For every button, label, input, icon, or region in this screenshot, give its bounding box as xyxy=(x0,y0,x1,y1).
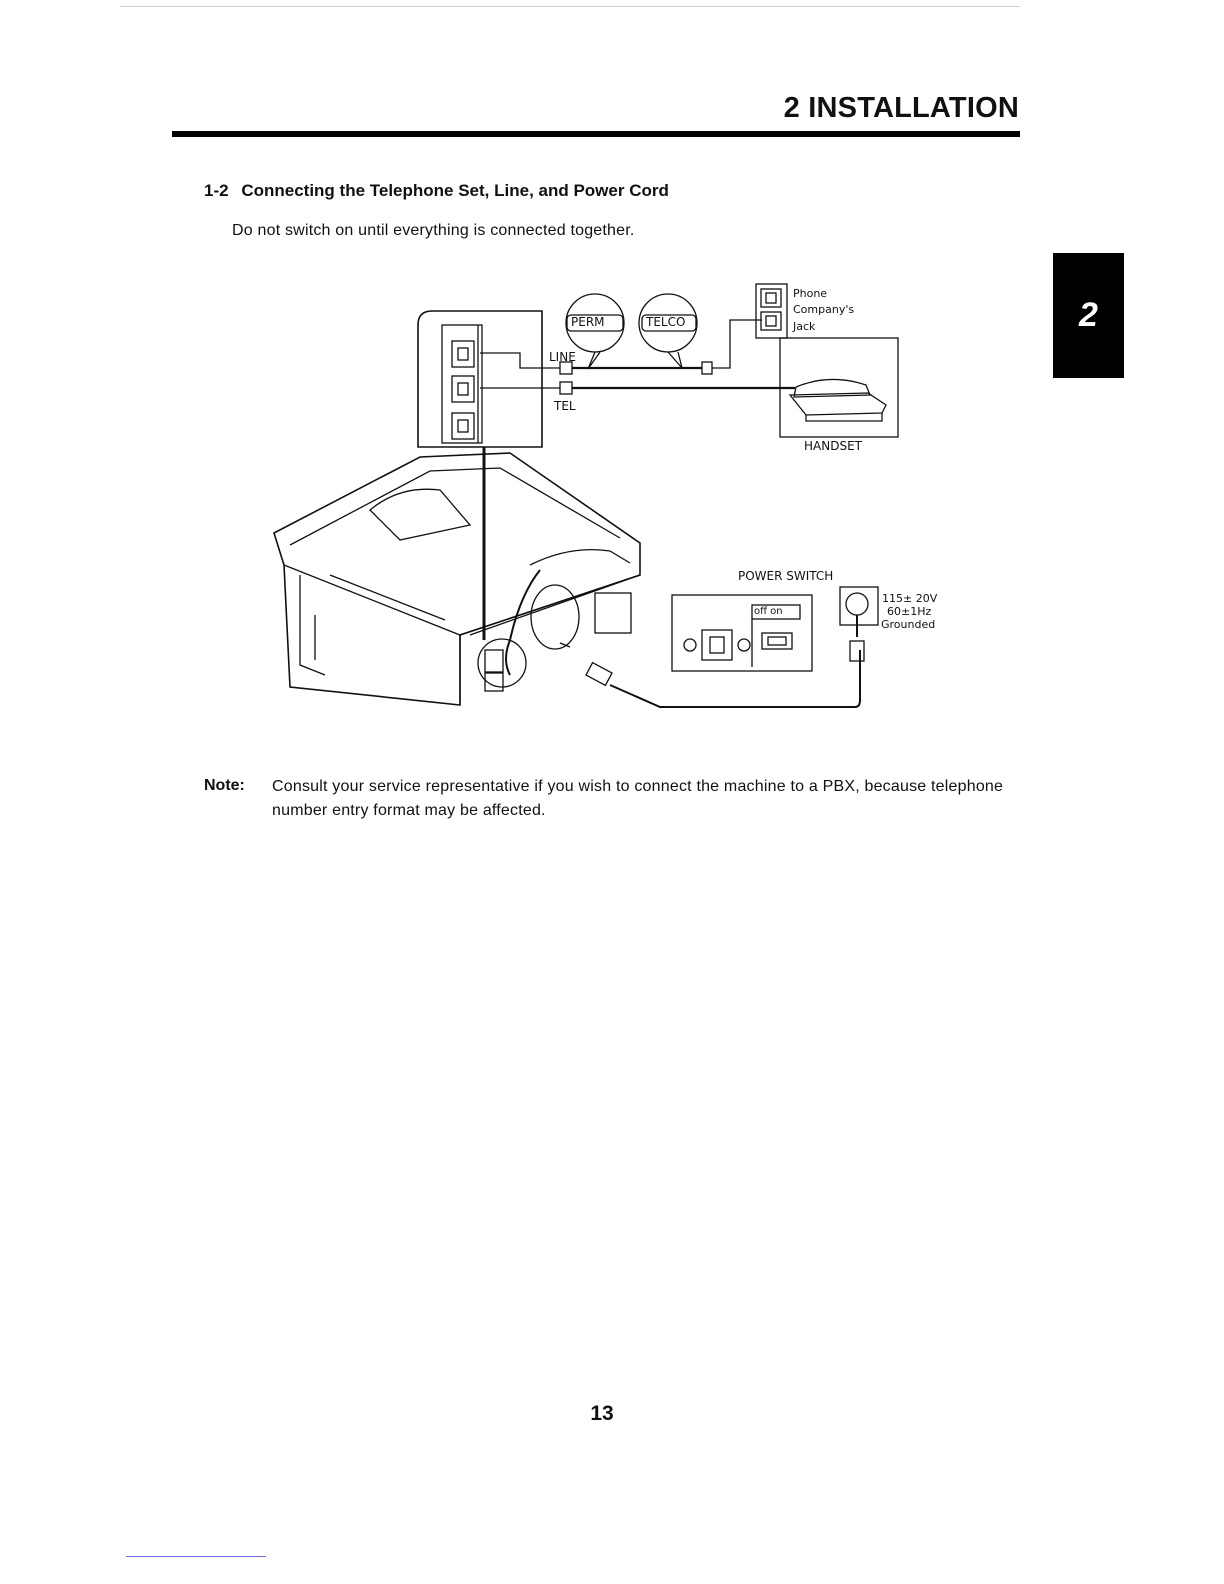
page-number: 13 xyxy=(590,1402,614,1425)
section-heading xyxy=(204,181,669,201)
wall-outlet xyxy=(840,587,878,661)
chapter-rule xyxy=(172,131,1020,137)
chapter-tab: 2 xyxy=(1053,253,1124,378)
label-tel: TEL xyxy=(554,399,576,413)
label-line: LINE xyxy=(549,350,576,364)
label-handset: HANDSET xyxy=(804,439,862,453)
label-frequency: 60±1Hz xyxy=(887,605,932,618)
label-perm: PERM xyxy=(571,315,605,329)
label-jack-line1: Phone xyxy=(793,287,828,300)
section-title: Connecting the Telephone Set, Line, and Power Cord xyxy=(241,181,669,200)
scan-artifact-line xyxy=(120,6,1020,7)
connector-panel-inset xyxy=(418,311,542,447)
label-voltage: 115± 20V xyxy=(882,592,938,605)
wall-jack xyxy=(756,284,787,338)
line-cable xyxy=(480,320,762,374)
label-telco: TELCO xyxy=(646,315,686,329)
chapter-title: 2 INSTALLATION xyxy=(783,92,1019,124)
label-jack-line2: Company's xyxy=(793,303,855,316)
connection-diagram xyxy=(270,275,970,725)
label-jack-line3: Jack xyxy=(793,320,816,333)
power-switch-panel xyxy=(672,595,812,671)
intro-text: Do not switch on until everything is connected together. xyxy=(232,222,635,239)
note-label: Note: xyxy=(204,777,245,794)
label-power-switch: POWER SWITCH xyxy=(738,569,834,583)
scan-artifact-line-bottom xyxy=(126,1556,266,1557)
label-grounded: Grounded xyxy=(881,618,936,631)
plug-callouts xyxy=(566,294,697,369)
label-switch-state: off on xyxy=(754,606,783,617)
section-number: 1-2 xyxy=(204,181,229,200)
tel-cable xyxy=(480,382,795,394)
handset-box xyxy=(780,338,898,437)
connection-diagram-drawing xyxy=(270,275,970,725)
note-text: Consult your service representative if you wish to connect the machine to a PBX, because telephone number entry format may be affected. xyxy=(272,778,1004,819)
fax-machine xyxy=(274,453,640,705)
